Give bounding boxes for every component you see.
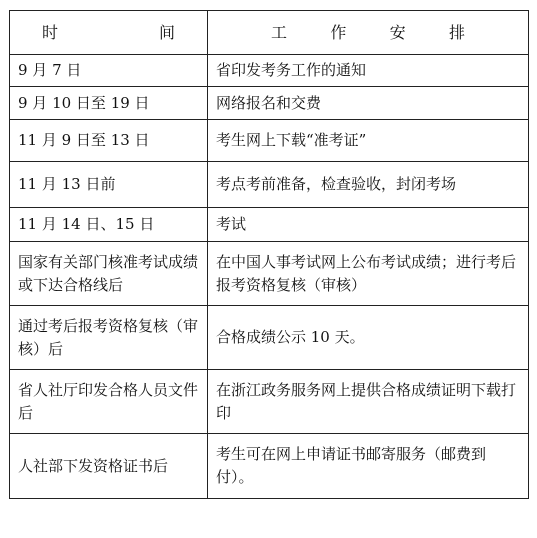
header-arrangement-char: 工 <box>271 23 288 42</box>
table-row <box>10 87 529 120</box>
schedule-table-container <box>9 10 528 499</box>
table-row <box>10 434 529 499</box>
header-time-char: 时 <box>42 23 59 42</box>
time-cell: 国家有关部门核准考试成绩或下达合格线后 <box>10 242 208 306</box>
header-arrangement <box>208 11 529 55</box>
time-cell: 9 月 7 日 <box>10 55 208 87</box>
arrangement-cell: 在中国人事考试网上公布考试成绩；进行考后报考资格复核（审核） <box>208 242 529 306</box>
header-time <box>10 11 208 55</box>
table-row <box>10 306 529 370</box>
arrangement-cell: 合格成绩公示 10 天。 <box>208 306 529 370</box>
header-time-char: 间 <box>158 23 175 42</box>
table-row <box>10 162 529 208</box>
arrangement-cell: 考点考前准备，检查验收，封闭考场 <box>208 162 529 208</box>
time-cell: 通过考后报考资格复核（审核）后 <box>10 306 208 370</box>
arrangement-cell: 考生可在网上申请证书邮寄服务（邮费到付）。 <box>208 434 529 499</box>
time-cell: 11 月 9 日至 13 日 <box>10 120 208 162</box>
arrangement-cell: 省印发考务工作的通知 <box>208 55 529 87</box>
header-arrangement-char: 作 <box>330 23 347 42</box>
table-row <box>10 120 529 162</box>
time-cell: 人社部下发资格证书后 <box>10 434 208 499</box>
table-header-row <box>10 11 529 55</box>
time-cell: 11 月 13 日前 <box>10 162 208 208</box>
time-cell: 省人社厅印发合格人员文件后 <box>10 370 208 434</box>
table-row <box>10 242 529 306</box>
time-cell: 9 月 10 日至 19 日 <box>10 87 208 120</box>
arrangement-cell: 考生网上下载“准考证” <box>208 120 529 162</box>
schedule-table <box>9 10 529 499</box>
time-cell: 11 月 14 日、15 日 <box>10 208 208 242</box>
table-row <box>10 208 529 242</box>
table-row <box>10 55 529 87</box>
header-arrangement-char: 安 <box>389 23 406 42</box>
header-arrangement-char: 排 <box>448 23 465 42</box>
arrangement-cell: 考试 <box>208 208 529 242</box>
table-row <box>10 370 529 434</box>
arrangement-cell: 在浙江政务服务网上提供合格成绩证明下载打印 <box>208 370 529 434</box>
arrangement-cell: 网络报名和交费 <box>208 87 529 120</box>
